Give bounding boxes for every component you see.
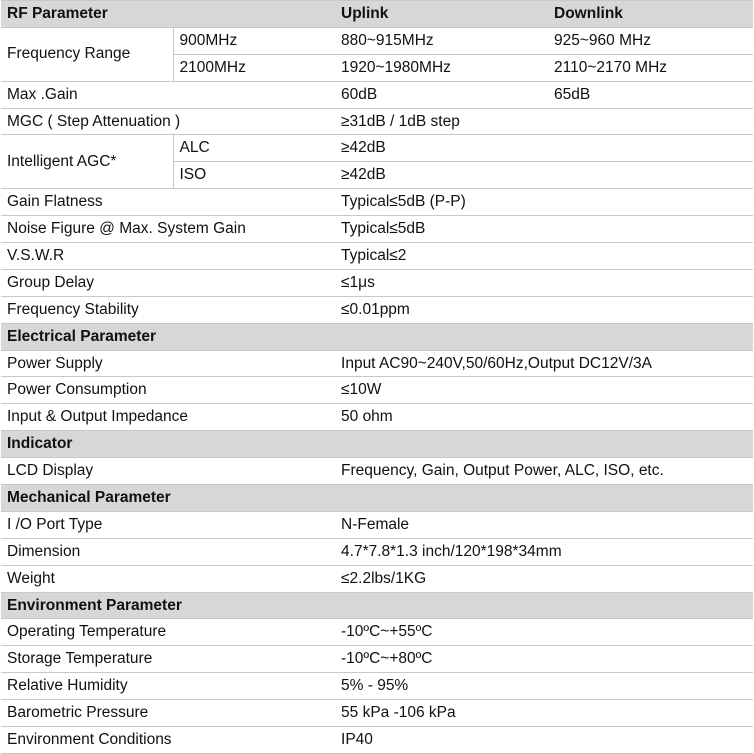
row-label: Noise Figure @ Max. System Gain xyxy=(1,216,335,243)
row-label: Frequency Stability xyxy=(1,296,335,323)
row-label: V.S.W.R xyxy=(1,243,335,270)
table-row xyxy=(1,108,753,135)
row-value: Typical≤5dB xyxy=(335,216,753,243)
table-row xyxy=(1,377,753,404)
row-value: 5% - 95% xyxy=(335,673,753,700)
row-label: Storage Temperature xyxy=(1,646,335,673)
row-value: Typical≤5dB (P-P) xyxy=(335,189,753,216)
table-row xyxy=(1,81,753,108)
alc-value: ≥42dB xyxy=(335,135,753,162)
table-row xyxy=(1,189,753,216)
table-row xyxy=(1,673,753,700)
table-row xyxy=(1,619,753,646)
row-label: Relative Humidity xyxy=(1,673,335,700)
table-row xyxy=(1,269,753,296)
row-value: -10ºC~+55ºC xyxy=(335,619,753,646)
row-value: Frequency, Gain, Output Power, ALC, ISO, etc. xyxy=(335,458,753,485)
row-label: Operating Temperature xyxy=(1,619,335,646)
table-row xyxy=(1,565,753,592)
row-value: N-Female xyxy=(335,511,753,538)
table-row xyxy=(1,511,753,538)
table-row xyxy=(1,243,753,270)
section-header-mechanical xyxy=(1,485,753,512)
downlink-header: Downlink xyxy=(548,1,753,28)
row-label: Group Delay xyxy=(1,269,335,296)
row-value: Input AC90~240V,50/60Hz,Output DC12V/3A xyxy=(335,350,753,377)
section-header-indicator xyxy=(1,431,753,458)
downlink-value: 2110~2170 MHz xyxy=(548,54,753,81)
row-value: IP40 xyxy=(335,727,753,754)
row-value: 50 ohm xyxy=(335,404,753,431)
spec-table xyxy=(1,0,753,754)
row-label: Intelligent AGC* xyxy=(1,135,173,189)
row-label: Input & Output Impedance xyxy=(1,404,335,431)
section-title: RF Parameter xyxy=(1,1,335,28)
row-label: Max .Gain xyxy=(1,81,335,108)
uplink-value: 60dB xyxy=(335,81,548,108)
section-title: Indicator xyxy=(1,431,753,458)
row-value: ≤0.01ppm xyxy=(335,296,753,323)
table-row xyxy=(1,646,753,673)
table-row xyxy=(1,727,753,754)
uplink-value: 880~915MHz xyxy=(335,27,548,54)
row-value: ≤10W xyxy=(335,377,753,404)
table-row xyxy=(1,700,753,727)
band-label: 2100MHz xyxy=(173,54,335,81)
row-label: Weight xyxy=(1,565,335,592)
row-value: Typical≤2 xyxy=(335,243,753,270)
downlink-value: 65dB xyxy=(548,81,753,108)
table-row xyxy=(1,458,753,485)
row-value: 55 kPa -106 kPa xyxy=(335,700,753,727)
iso-value: ≥42dB xyxy=(335,162,753,189)
alc-label: ALC xyxy=(173,135,335,162)
table-row xyxy=(1,350,753,377)
row-label: Frequency Range xyxy=(1,27,173,81)
row-value: 4.7*7.8*1.3 inch/120*198*34mm xyxy=(335,538,753,565)
row-label: Dimension xyxy=(1,538,335,565)
row-label: Gain Flatness xyxy=(1,189,335,216)
row-label: Barometric Pressure xyxy=(1,700,335,727)
table-row xyxy=(1,216,753,243)
table-row xyxy=(1,404,753,431)
section-title: Electrical Parameter xyxy=(1,323,753,350)
section-title: Environment Parameter xyxy=(1,592,753,619)
uplink-header: Uplink xyxy=(335,1,548,28)
section-header-environment xyxy=(1,592,753,619)
section-header-electrical xyxy=(1,323,753,350)
row-label: LCD Display xyxy=(1,458,335,485)
band-label: 900MHz xyxy=(173,27,335,54)
row-label: MGC ( Step Attenuation ) xyxy=(1,108,335,135)
row-value: ≥31dB / 1dB step xyxy=(335,108,753,135)
row-value: -10ºC~+80ºC xyxy=(335,646,753,673)
table-row xyxy=(1,296,753,323)
row-label: Power Supply xyxy=(1,350,335,377)
section-header-rf xyxy=(1,1,753,28)
row-value: ≤1μs xyxy=(335,269,753,296)
row-value: ≤2.2lbs/1KG xyxy=(335,565,753,592)
downlink-value: 925~960 MHz xyxy=(548,27,753,54)
uplink-value: 1920~1980MHz xyxy=(335,54,548,81)
row-label: Power Consumption xyxy=(1,377,335,404)
row-label: I /O Port Type xyxy=(1,511,335,538)
table-row xyxy=(1,27,753,54)
section-title: Mechanical Parameter xyxy=(1,485,753,512)
iso-label: ISO xyxy=(173,162,335,189)
row-label: Environment Conditions xyxy=(1,727,335,754)
table-row xyxy=(1,135,753,162)
table-row xyxy=(1,538,753,565)
